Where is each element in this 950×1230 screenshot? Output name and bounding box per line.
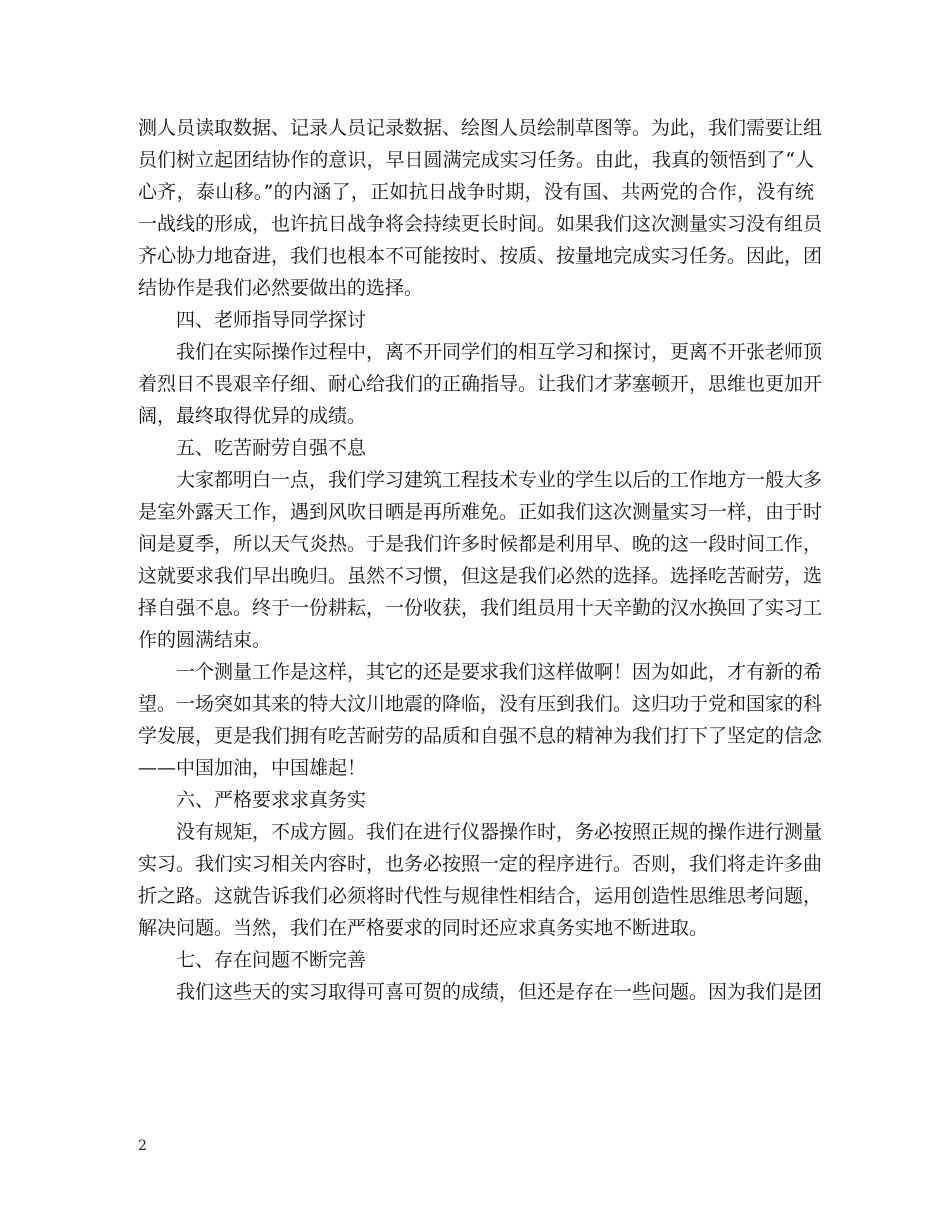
text-line: 心齐，泰山移。”的内涵了，正如抗日战争时期，没有国、共两党的合作，没有统: [138, 181, 814, 203]
text-line: 间是夏季，所以天气炎热。于是我们许多时候都是利用早、晚的这一段时间工作，: [138, 533, 823, 555]
text-line: 没有规矩，不成方圆。我们在进行仪器操作时，务必按照正规的操作进行测量: [176, 821, 823, 843]
text-line: ——中国加油，中国雄起！: [138, 757, 367, 779]
document-body: [138, 112, 823, 1008]
text-line: 一个测量工作是这样，其它的还是要求我们这样做啊！因为如此，才有新的希: [176, 661, 823, 683]
page-number: 2: [138, 1138, 147, 1154]
text-line: 这就要求我们早出晚归。虽然不习惯，但这是我们必然的选择。选择吃苦耐劳，选: [138, 565, 823, 587]
text-line: 作的圆满结束。: [138, 629, 272, 651]
text-line: 员们树立起团结协作的意识，早日圆满完成实习任务。由此，我真的领悟到了“人: [138, 149, 814, 171]
text-line: 我们这些天的实习取得可喜可贺的成绩，但还是存在一些问题。因为我们是团: [176, 981, 823, 1003]
text-line: 是室外露天工作，遇到风吹日晒是再所难免。正如我们这次测量实习一样，由于时: [138, 501, 823, 523]
text-line: 齐心协力地奋进，我们也根本不可能按时、按质、按量地完成实习任务。因此，团: [138, 245, 823, 267]
text-line: 大家都明白一点，我们学习建筑工程技术专业的学生以后的工作地方一般大多: [176, 469, 823, 491]
text-line: 望。一场突如其来的特大汶川地震的降临，没有压到我们。这归功于党和国家的科: [138, 693, 823, 715]
text-line: 学发展，更是我们拥有吃苦耐劳的品质和自强不息的精神为我们打下了坚定的信念: [138, 725, 823, 747]
text-line: 实习。我们实习相关内容时，也务必按照一定的程序进行。否则，我们将走许多曲: [138, 853, 823, 875]
text-line: 五、吃苦耐劳自强不息: [176, 437, 367, 459]
text-line: 七、存在问题不断完善: [176, 949, 367, 971]
text-line: 结协作是我们必然要做出的选择。: [138, 277, 424, 299]
text-line: 择自强不息。终于一份耕耘，一份收获，我们组员用十天辛勤的汉水换回了实习工: [138, 597, 823, 619]
text-line: 测人员读取数据、记录人员记录数据、绘图人员绘制草图等。为此，我们需要让组: [138, 117, 823, 139]
text-line: 着烈日不畏艰辛仔细、耐心给我们的正确指导。让我们才茅塞顿开，思维也更加开: [138, 373, 823, 395]
text-line: 四、老师指导同学探讨: [176, 309, 367, 331]
text-line: 一战线的形成，也许抗日战争将会持续更长时间。如果我们这次测量实习没有组员: [138, 213, 823, 235]
text-line: 解决问题。当然，我们在严格要求的同时还应求真务实地不断进取。: [138, 917, 709, 939]
text-line: 折之路。这就告诉我们必须将时代性与规律性相结合，运用创造性思维思考问题，: [138, 885, 823, 907]
text-line: 阔，最终取得优异的成绩。: [138, 405, 367, 427]
text-line: 六、严格要求求真务实: [176, 789, 367, 811]
text-line: 我们在实际操作过程中，离不开同学们的相互学习和探讨，更离不开张老师顶: [176, 341, 823, 363]
